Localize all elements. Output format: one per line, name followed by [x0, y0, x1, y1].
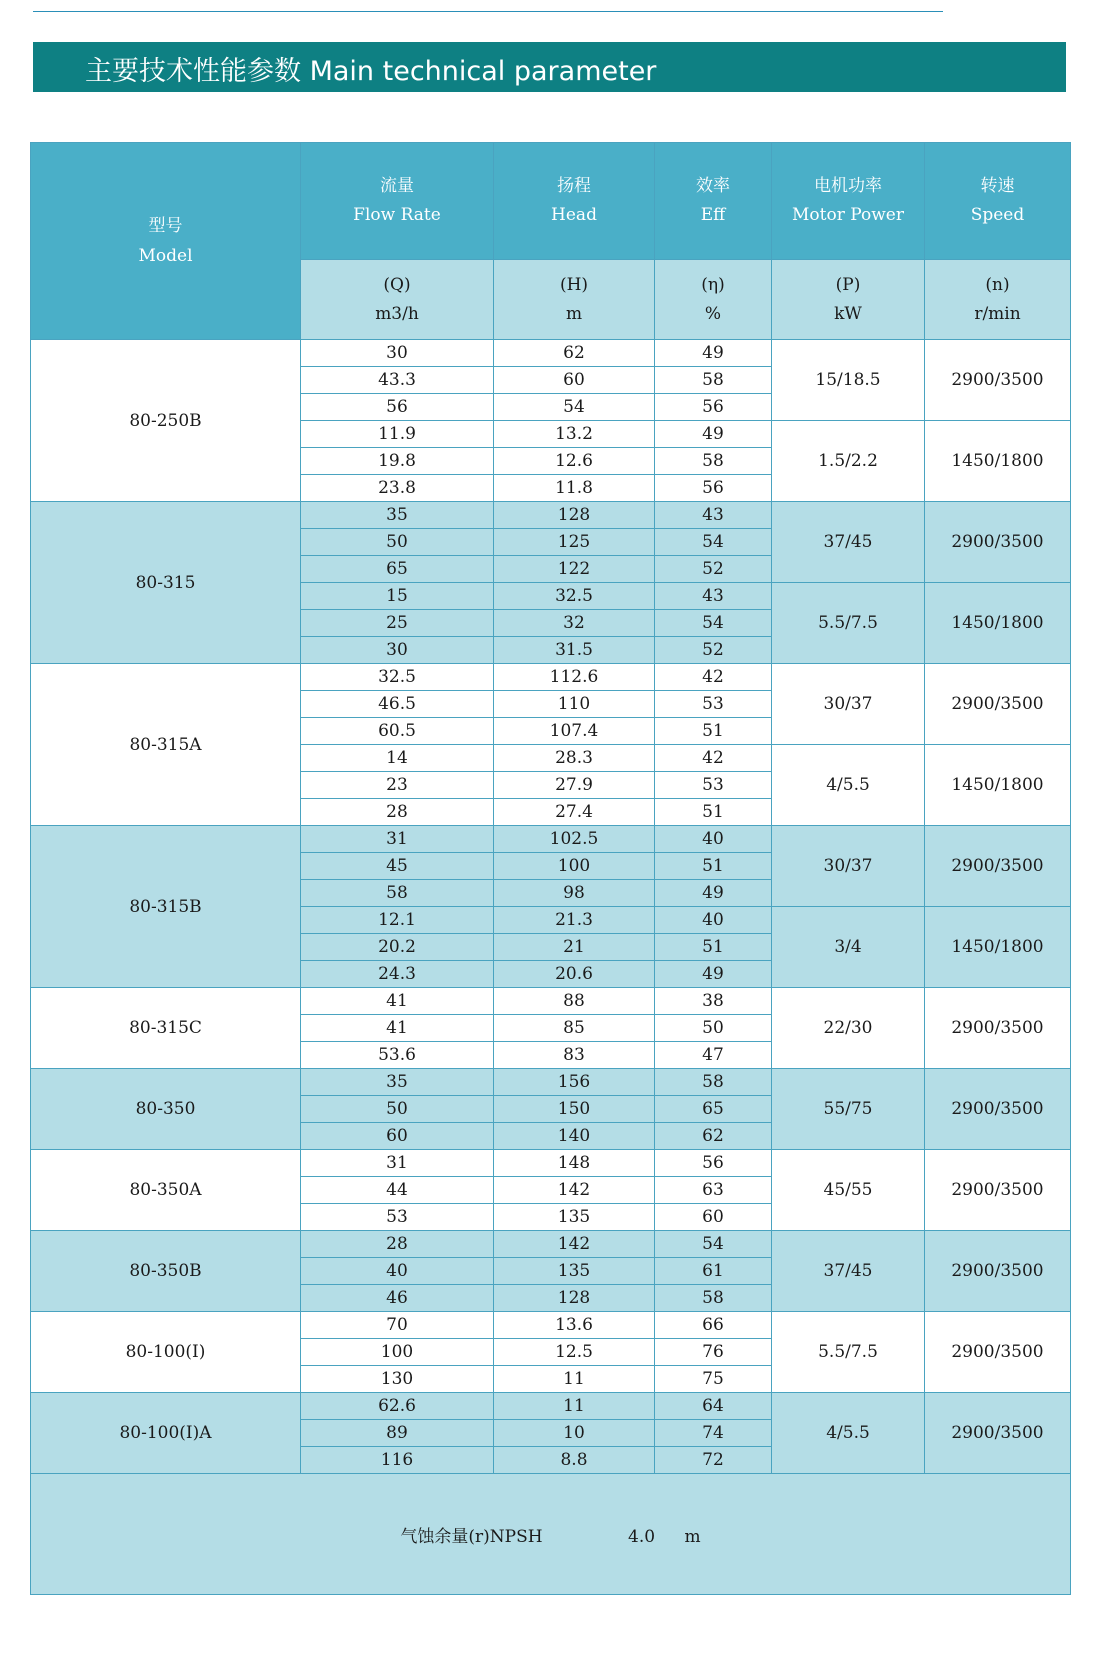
unit-eff: (η) % [655, 260, 772, 340]
head-cell: 27.9 [494, 772, 655, 799]
header-flow: 流量 Flow Rate [301, 143, 494, 260]
eff-cell: 43 [655, 502, 772, 529]
flow-cell: 23 [301, 772, 494, 799]
eff-cell: 60 [655, 1204, 772, 1231]
power-cell: 55/75 [772, 1069, 925, 1150]
flow-cell: 41 [301, 988, 494, 1015]
speed-cell: 2900/3500 [925, 988, 1071, 1069]
eff-cell: 58 [655, 1285, 772, 1312]
head-cell: 122 [494, 556, 655, 583]
eff-cell: 49 [655, 421, 772, 448]
flow-cell: 23.8 [301, 475, 494, 502]
flow-cell: 11.9 [301, 421, 494, 448]
head-cell: 88 [494, 988, 655, 1015]
model-cell: 80-350B [31, 1231, 301, 1312]
table-row [31, 1150, 1071, 1177]
eff-cell: 61 [655, 1258, 772, 1285]
eff-cell: 52 [655, 556, 772, 583]
header-eff: 效率 Eff [655, 143, 772, 260]
power-cell: 1.5/2.2 [772, 421, 925, 502]
unit-head: (H) m [494, 260, 655, 340]
flow-cell: 43.3 [301, 367, 494, 394]
top-rule [33, 11, 943, 12]
speed-cell: 2900/3500 [925, 502, 1071, 583]
flow-cell: 60 [301, 1123, 494, 1150]
power-cell: 30/37 [772, 664, 925, 745]
flow-cell: 15 [301, 583, 494, 610]
flow-cell: 53 [301, 1204, 494, 1231]
table-row [31, 340, 1071, 367]
flow-cell: 45 [301, 853, 494, 880]
speed-cell: 2900/3500 [925, 340, 1071, 421]
head-cell: 142 [494, 1177, 655, 1204]
power-cell: 22/30 [772, 988, 925, 1069]
eff-cell: 51 [655, 718, 772, 745]
flow-cell: 24.3 [301, 961, 494, 988]
head-cell: 31.5 [494, 637, 655, 664]
flow-cell: 31 [301, 1150, 494, 1177]
header-model: 型号 Model [31, 143, 301, 340]
eff-cell: 58 [655, 448, 772, 475]
head-cell: 11 [494, 1393, 655, 1420]
power-cell: 4/5.5 [772, 1393, 925, 1474]
speed-cell: 1450/1800 [925, 421, 1071, 502]
model-cell: 80-315A [31, 664, 301, 826]
head-cell: 20.6 [494, 961, 655, 988]
table-row [31, 1069, 1071, 1096]
npsh-cell [31, 1474, 1071, 1595]
table-row [31, 826, 1071, 853]
model-cell: 80-100(I)A [31, 1393, 301, 1474]
flow-cell: 28 [301, 799, 494, 826]
flow-cell: 116 [301, 1447, 494, 1474]
eff-cell: 53 [655, 772, 772, 799]
speed-cell: 2900/3500 [925, 1312, 1071, 1393]
power-cell: 15/18.5 [772, 340, 925, 421]
head-cell: 11.8 [494, 475, 655, 502]
flow-cell: 30 [301, 637, 494, 664]
head-cell: 28.3 [494, 745, 655, 772]
head-cell: 135 [494, 1204, 655, 1231]
flow-cell: 28 [301, 1231, 494, 1258]
flow-cell: 14 [301, 745, 494, 772]
npsh-unit: m [684, 1526, 701, 1547]
flow-cell: 35 [301, 1069, 494, 1096]
power-cell: 5.5/7.5 [772, 1312, 925, 1393]
header-power: 电机功率 Motor Power [772, 143, 925, 260]
eff-cell: 40 [655, 907, 772, 934]
head-cell: 110 [494, 691, 655, 718]
head-cell: 32.5 [494, 583, 655, 610]
flow-cell: 65 [301, 556, 494, 583]
head-cell: 27.4 [494, 799, 655, 826]
head-cell: 13.6 [494, 1312, 655, 1339]
model-cell: 80-350A [31, 1150, 301, 1231]
model-cell: 80-250B [31, 340, 301, 502]
table-body [31, 340, 1071, 1474]
technical-parameter-table [30, 142, 1071, 1595]
eff-cell: 54 [655, 529, 772, 556]
flow-cell: 50 [301, 1096, 494, 1123]
eff-cell: 49 [655, 961, 772, 988]
power-cell: 37/45 [772, 1231, 925, 1312]
head-cell: 128 [494, 502, 655, 529]
eff-cell: 56 [655, 394, 772, 421]
flow-cell: 19.8 [301, 448, 494, 475]
flow-cell: 56 [301, 394, 494, 421]
head-cell: 10 [494, 1420, 655, 1447]
flow-cell: 46.5 [301, 691, 494, 718]
head-cell: 100 [494, 853, 655, 880]
header-speed: 转速 Speed [925, 143, 1071, 260]
model-cell: 80-100(I) [31, 1312, 301, 1393]
power-cell: 37/45 [772, 502, 925, 583]
head-cell: 62 [494, 340, 655, 367]
flow-cell: 46 [301, 1285, 494, 1312]
section-title: 主要技术性能参数 Main technical parameter [85, 56, 657, 87]
eff-cell: 49 [655, 880, 772, 907]
eff-cell: 54 [655, 1231, 772, 1258]
head-cell: 83 [494, 1042, 655, 1069]
flow-cell: 35 [301, 502, 494, 529]
head-cell: 125 [494, 529, 655, 556]
eff-cell: 50 [655, 1015, 772, 1042]
eff-cell: 51 [655, 853, 772, 880]
flow-cell: 89 [301, 1420, 494, 1447]
speed-cell: 1450/1800 [925, 583, 1071, 664]
head-cell: 128 [494, 1285, 655, 1312]
eff-cell: 52 [655, 637, 772, 664]
flow-cell: 30 [301, 340, 494, 367]
power-cell: 30/37 [772, 826, 925, 907]
flow-cell: 41 [301, 1015, 494, 1042]
head-cell: 102.5 [494, 826, 655, 853]
speed-cell: 1450/1800 [925, 745, 1071, 826]
eff-cell: 58 [655, 367, 772, 394]
flow-cell: 50 [301, 529, 494, 556]
npsh-row [31, 1474, 1071, 1595]
model-cell: 80-315B [31, 826, 301, 988]
unit-flow: (Q) m3/h [301, 260, 494, 340]
flow-cell: 32.5 [301, 664, 494, 691]
model-cell: 80-315 [31, 502, 301, 664]
eff-cell: 58 [655, 1069, 772, 1096]
head-cell: 12.5 [494, 1339, 655, 1366]
eff-cell: 76 [655, 1339, 772, 1366]
flow-cell: 31 [301, 826, 494, 853]
eff-cell: 47 [655, 1042, 772, 1069]
head-cell: 148 [494, 1150, 655, 1177]
head-cell: 156 [494, 1069, 655, 1096]
eff-cell: 72 [655, 1447, 772, 1474]
head-cell: 107.4 [494, 718, 655, 745]
head-cell: 32 [494, 610, 655, 637]
flow-cell: 60.5 [301, 718, 494, 745]
eff-cell: 66 [655, 1312, 772, 1339]
flow-cell: 44 [301, 1177, 494, 1204]
table-row [31, 1393, 1071, 1420]
head-cell: 142 [494, 1231, 655, 1258]
speed-cell: 2900/3500 [925, 664, 1071, 745]
table-row [31, 1231, 1071, 1258]
head-cell: 135 [494, 1258, 655, 1285]
eff-cell: 51 [655, 799, 772, 826]
head-cell: 13.2 [494, 421, 655, 448]
eff-cell: 64 [655, 1393, 772, 1420]
eff-cell: 74 [655, 1420, 772, 1447]
model-cell: 80-350 [31, 1069, 301, 1150]
model-cell: 80-315C [31, 988, 301, 1069]
head-cell: 112.6 [494, 664, 655, 691]
speed-cell: 2900/3500 [925, 1069, 1071, 1150]
table-row [31, 988, 1071, 1015]
speed-cell: 2900/3500 [925, 1231, 1071, 1312]
table-row [31, 502, 1071, 529]
head-cell: 150 [494, 1096, 655, 1123]
head-cell: 85 [494, 1015, 655, 1042]
head-cell: 54 [494, 394, 655, 421]
head-cell: 140 [494, 1123, 655, 1150]
eff-cell: 56 [655, 1150, 772, 1177]
flow-cell: 53.6 [301, 1042, 494, 1069]
speed-cell: 2900/3500 [925, 826, 1071, 907]
power-cell: 3/4 [772, 907, 925, 988]
section-banner [33, 42, 1066, 92]
eff-cell: 38 [655, 988, 772, 1015]
npsh-label: 气蚀余量(r)NPSH [400, 1526, 543, 1547]
eff-cell: 75 [655, 1366, 772, 1393]
head-cell: 21.3 [494, 907, 655, 934]
flow-cell: 20.2 [301, 934, 494, 961]
head-cell: 11 [494, 1366, 655, 1393]
speed-cell: 2900/3500 [925, 1393, 1071, 1474]
power-cell: 45/55 [772, 1150, 925, 1231]
speed-cell: 2900/3500 [925, 1150, 1071, 1231]
flow-cell: 70 [301, 1312, 494, 1339]
flow-cell: 62.6 [301, 1393, 494, 1420]
eff-cell: 54 [655, 610, 772, 637]
eff-cell: 49 [655, 340, 772, 367]
head-cell: 21 [494, 934, 655, 961]
eff-cell: 65 [655, 1096, 772, 1123]
eff-cell: 63 [655, 1177, 772, 1204]
power-cell: 4/5.5 [772, 745, 925, 826]
npsh-value: 4.0 [628, 1526, 656, 1547]
head-cell: 98 [494, 880, 655, 907]
flow-cell: 40 [301, 1258, 494, 1285]
eff-cell: 43 [655, 583, 772, 610]
eff-cell: 42 [655, 664, 772, 691]
table-row [31, 664, 1071, 691]
head-cell: 60 [494, 367, 655, 394]
flow-cell: 12.1 [301, 907, 494, 934]
eff-cell: 40 [655, 826, 772, 853]
eff-cell: 62 [655, 1123, 772, 1150]
flow-cell: 130 [301, 1366, 494, 1393]
flow-cell: 58 [301, 880, 494, 907]
unit-power: (P) kW [772, 260, 925, 340]
unit-speed: (n) r/min [925, 260, 1071, 340]
head-cell: 8.8 [494, 1447, 655, 1474]
head-cell: 12.6 [494, 448, 655, 475]
eff-cell: 53 [655, 691, 772, 718]
header-head: 扬程 Head [494, 143, 655, 260]
table-row [31, 1312, 1071, 1339]
eff-cell: 42 [655, 745, 772, 772]
flow-cell: 100 [301, 1339, 494, 1366]
eff-cell: 51 [655, 934, 772, 961]
eff-cell: 56 [655, 475, 772, 502]
speed-cell: 1450/1800 [925, 907, 1071, 988]
power-cell: 5.5/7.5 [772, 583, 925, 664]
flow-cell: 25 [301, 610, 494, 637]
